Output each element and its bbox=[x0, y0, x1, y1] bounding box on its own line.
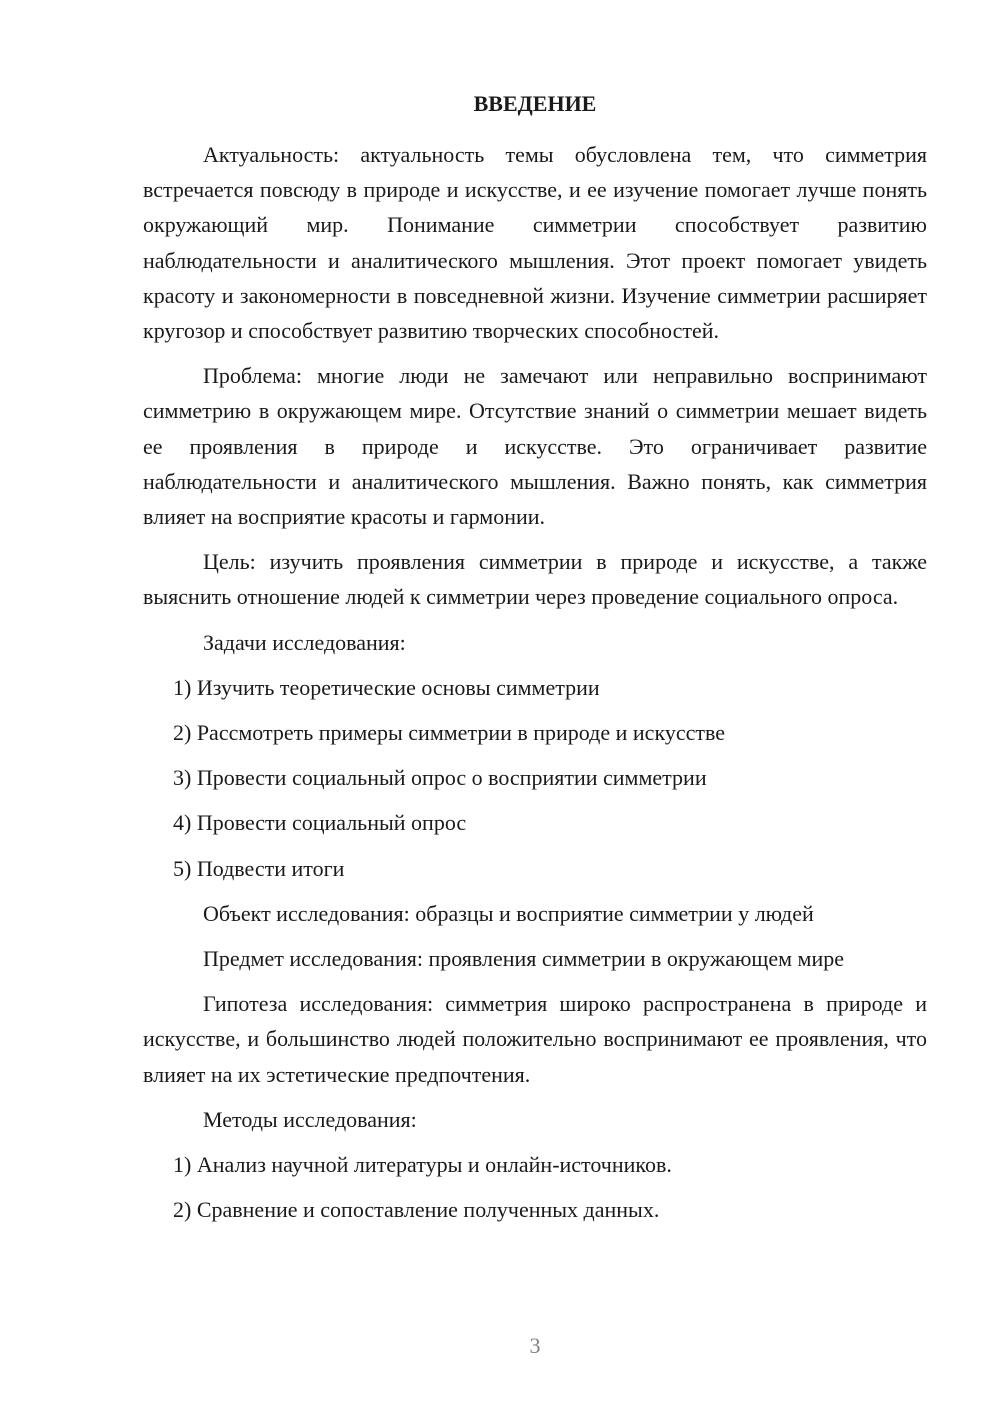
relevance-paragraph: Актуальность: актуальность темы обусловлена тем, что симметрия встречается повсюду в природе и искусстве, и ее изучение помогает лучше понять окружающий мир. Понимание симметрии способствует развитию наблюдательности и аналитического мышления. Этот проект помогает увидеть красоту и закономерности в повседневной жизни. Изучение симметрии расширяет кругозор и способствует развитию творческих способностей. bbox=[143, 142, 927, 344]
problem-paragraph: Проблема: многие люди не замечают или неправильно воспринимают симметрию в окружающем мире. Отсутствие знаний о симметрии мешает видеть ее проявления в природе и искусстве. Это ограничивает развитие наблюдательности и аналитического мышления. Важно понять, как симметрия влияет на восприятие красоты и гармонии. bbox=[143, 363, 927, 530]
hypothesis-paragraph: Гипотеза исследования: симметрия широко распространена в природе и искусстве, и большинство людей положительно воспринимают ее проявления, что влияет на их эстетические предпочтения. bbox=[143, 991, 927, 1087]
method-item: 1) Анализ научной литературы и онлайн-источников. bbox=[173, 1152, 672, 1178]
object-line: Объект исследования: образцы и восприятие симметрии у людей bbox=[203, 900, 814, 926]
goal-paragraph: Цель: изучить проявления симметрии в природе и искусстве, а также выяснить отношение людей к симметрии через проведение социального опроса. bbox=[143, 549, 927, 610]
task-item: 1) Изучить теоретические основы симметрии bbox=[173, 674, 600, 700]
task-item: 2) Рассмотреть примеры симметрии в природе и искусстве bbox=[173, 720, 725, 746]
task-item: 4) Провести социальный опрос bbox=[173, 810, 467, 836]
task-item: 5) Подвести итоги bbox=[173, 855, 345, 881]
methods-heading: Методы исследования: bbox=[203, 1106, 417, 1132]
task-item: 3) Провести социальный опрос о восприятии симметрии bbox=[173, 765, 707, 791]
tasks-heading: Задачи исследования: bbox=[203, 629, 406, 655]
page-number: 3 bbox=[529, 1333, 541, 1358]
method-item: 2) Сравнение и сопоставление полученных данных. bbox=[173, 1197, 660, 1223]
subject-line: Предмет исследования: проявления симметрии в окружающем мире bbox=[203, 946, 844, 972]
page-title: ВВЕДЕНИЕ bbox=[473, 91, 597, 116]
